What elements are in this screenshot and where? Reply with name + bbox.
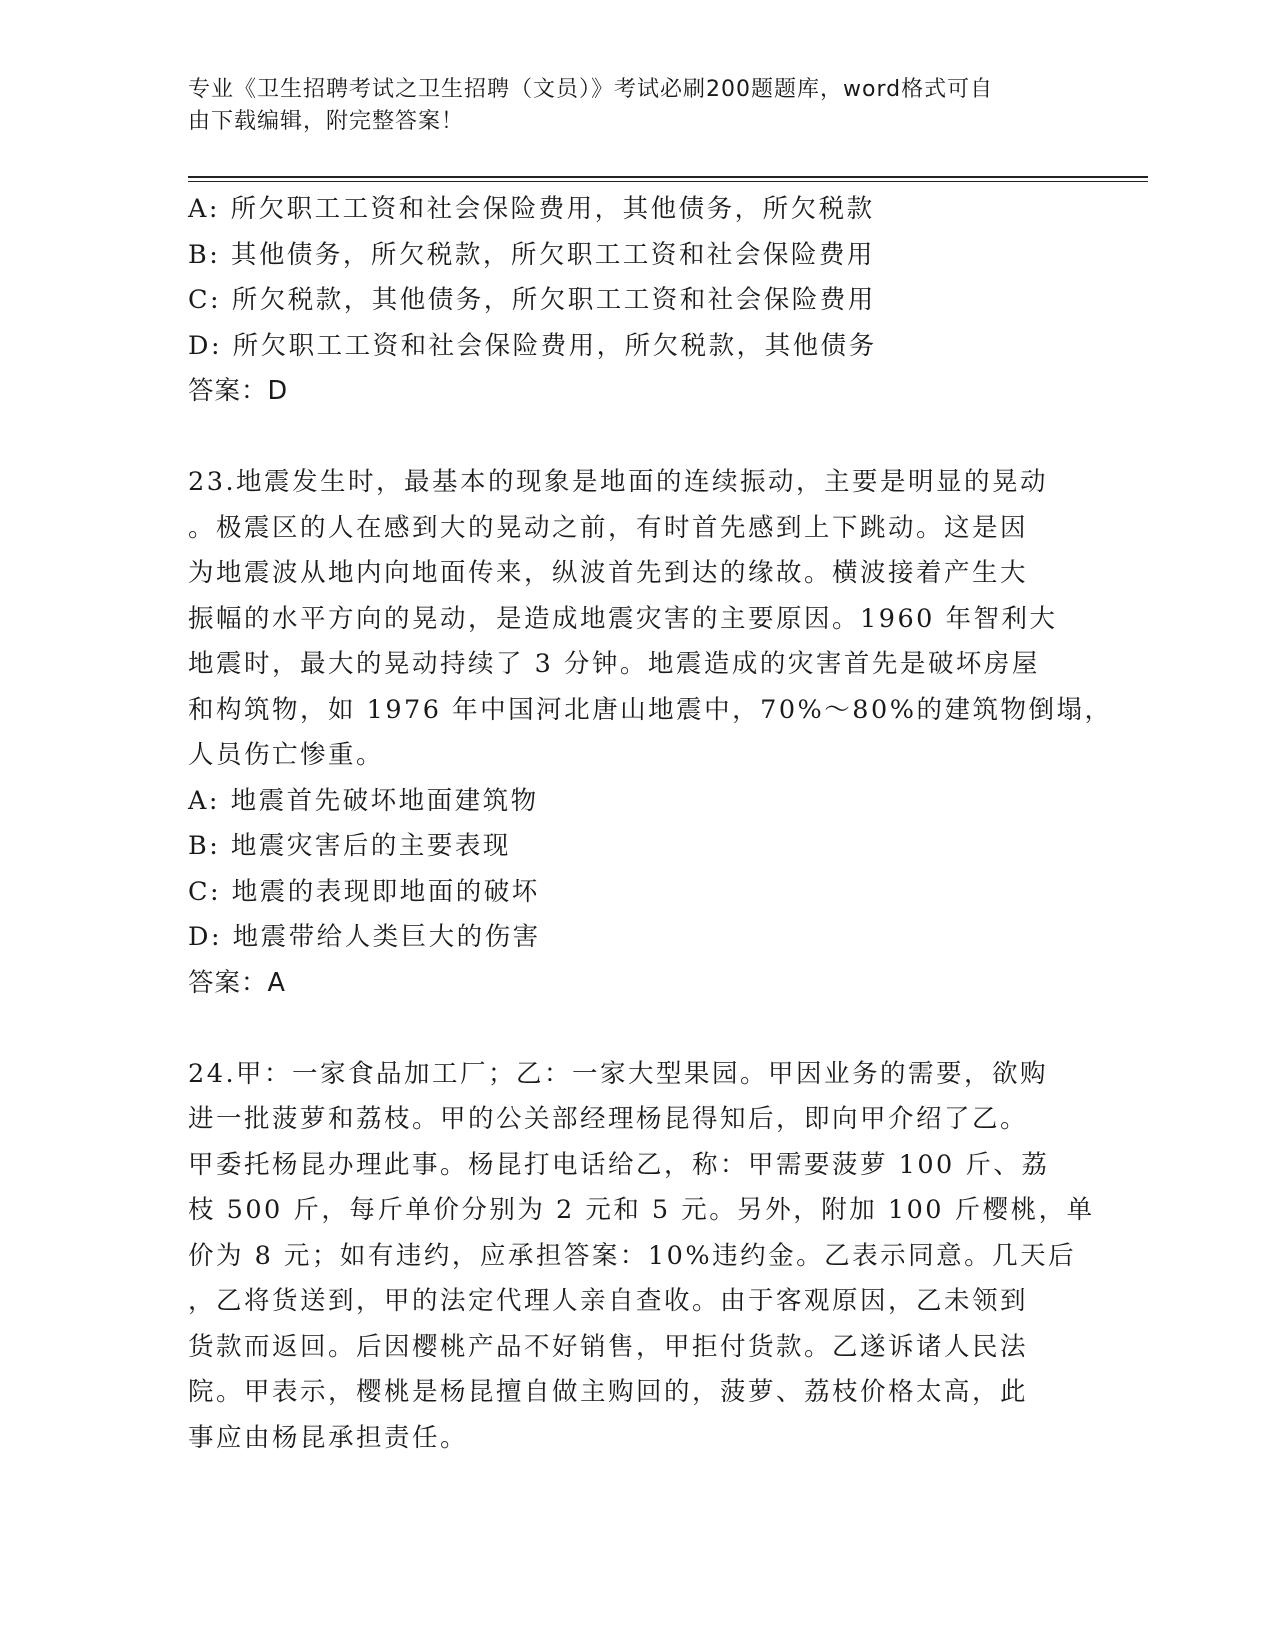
document-body (188, 187, 1113, 1461)
question-23-stem (188, 460, 1113, 779)
option-c: C: 所欠税款，其他债务，所欠职工工资和社会保险费用 (188, 285, 876, 315)
question-23-line: 为地震波从地内向地面传来，纵波首先到达的缘故。横波接着产生大 (188, 558, 1029, 588)
question-23-line: 23.地震发生时，最基本的现象是地面的连续振动，主要是明显的晃动 (188, 467, 1049, 497)
header-divider-thick (188, 176, 1148, 178)
header-line-2: 由下载编辑，附完整答案！ (188, 109, 465, 134)
question-24-line: 事应由杨昆承担责任。 (188, 1422, 469, 1453)
question-23-line: 。极震区的人在感到大的晃动之前，有时首先感到上下跳动。这是因 (188, 512, 1029, 543)
question-24-line: 枝 500 斤，每斤单价分别为 2 元和 5 元。另外，附加 100 斤樱桃，单 (188, 1195, 1095, 1225)
question-23-options (188, 779, 1068, 961)
question-24-line: 院。甲表示，樱桃是杨昆擅自做主购回的，菠萝、荔枝价格太高，此 (188, 1377, 1029, 1407)
header-line-1: 专业《卫生招聘考试之卫生招聘（文员）》考试必刷200题题库，word格式可自 (188, 77, 994, 102)
question-24-line: 价为 8 元；如有违约，应承担答案：10%违约金。乙表示同意。几天后 (188, 1240, 1077, 1271)
option-c: C: 地震的表现即地面的破坏 (188, 876, 540, 907)
option-d: D: 所欠职工工资和社会保险费用，所欠税款，其他债务 (188, 330, 877, 361)
question-24-stem (188, 1052, 1095, 1462)
option-b: B: 其他债务，所欠税款，所欠职工工资和社会保险费用 (188, 239, 875, 270)
question-24-line: 甲委托杨昆办理此事。杨昆打电话给乙，称：甲需要菠萝 100 斤、荔 (188, 1149, 1050, 1180)
option-a: A: 所欠职工工资和社会保险费用，其他债务，所欠税款 (188, 194, 875, 224)
question-24-line: 货款而返回。后因樱桃产品不好销售，甲拒付货款。乙遂诉诸人民法 (188, 1331, 1029, 1362)
question-23-answer: 答案：A (188, 967, 286, 998)
header-divider-thin (188, 181, 1148, 182)
spacer (188, 415, 1068, 461)
question-23-line: 人员伤亡惨重。 (188, 740, 385, 770)
question-22-options (188, 187, 1068, 369)
question-24-line: 进一批菠萝和荔枝。甲的公关部经理杨昆得知后，即向甲介绍了乙。 (188, 1104, 1029, 1134)
option-a: A: 地震首先破坏地面建筑物 (188, 785, 539, 816)
question-22-answer: 答案：D (188, 376, 289, 406)
question-23-line: 地震时，最大的晃动持续了 3 分钟。地震造成的灾害首先是破坏房屋 (188, 649, 1040, 679)
spacer (188, 1006, 1068, 1052)
document-header (188, 74, 1068, 138)
question-24-line: 24.甲：一家食品加工厂；乙：一家大型果园。甲因业务的需要，欲购 (188, 1058, 1049, 1089)
question-23-line: 振幅的水平方向的晃动，是造成地震灾害的主要原因。1960 年智利大 (188, 603, 1058, 634)
question-24-line: ，乙将货送到，甲的法定代理人亲自查收。由于客观原因，乙未领到 (188, 1286, 1029, 1316)
question-23-line: 和构筑物，如 1976 年中国河北唐山地震中，70%～80%的建筑物倒塌， (188, 694, 1113, 725)
option-d: D: 地震带给人类巨大的伤害 (188, 922, 541, 952)
option-b: B: 地震灾害后的主要表现 (188, 831, 511, 861)
